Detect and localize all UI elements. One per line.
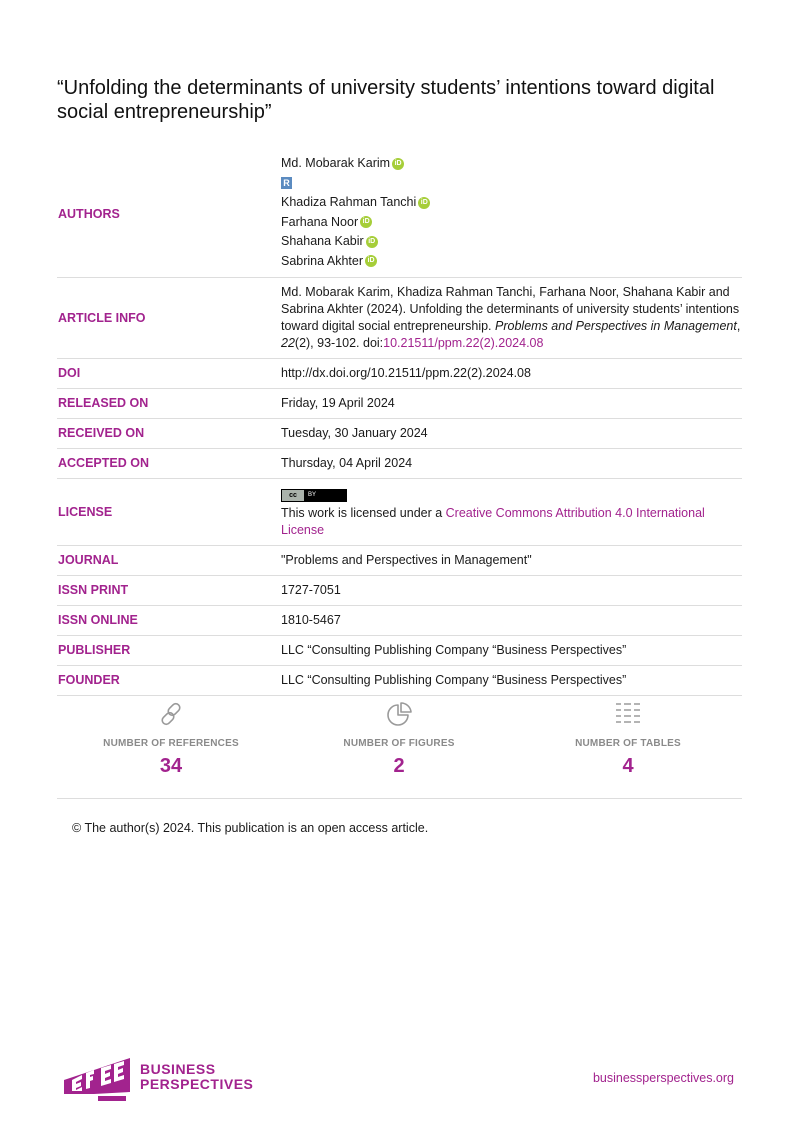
stat-figures xyxy=(285,698,513,778)
authors-label: AUTHORS xyxy=(57,152,281,278)
authors-row xyxy=(57,152,742,278)
cc-badge-right: BY xyxy=(304,490,346,501)
stat-tables xyxy=(514,698,742,778)
publisher-value: LLC “Consulting Publishing Company “Business Perspectives” xyxy=(281,636,742,666)
author-item xyxy=(281,193,742,213)
author-name[interactable]: Shahana Kabir xyxy=(281,234,364,249)
figures-label: NUMBER OF FIGURES xyxy=(343,738,455,749)
founder-row xyxy=(57,666,742,696)
author-name[interactable]: Sabrina Akhter xyxy=(281,253,363,268)
article-title: “Unfolding the determinants of university students’ intentions toward digital social entrepreneurship” xyxy=(57,77,715,123)
journal-label: JOURNAL xyxy=(57,546,281,576)
author-item xyxy=(281,213,742,233)
article-info-row xyxy=(57,278,742,359)
citation-journal: Problems and Perspectives in Management xyxy=(495,319,737,333)
citation-doi-link[interactable]: 10.21511/ppm.22(2).2024.08 xyxy=(383,336,544,350)
citation-text: Md. Mobarak Karim, Khadiza Rahman Tanchi, Farhana Noor, Shahana Kabir and Sabrina Akhter (2024). Unfolding the determinants of university students’ intentions toward digital social entrepreneurship. xyxy=(281,285,740,333)
license-value xyxy=(281,479,742,546)
link-icon xyxy=(157,700,185,728)
author-item xyxy=(281,252,742,272)
figures-count: 2 xyxy=(393,755,405,777)
issn-print-row xyxy=(57,576,742,606)
logo-line-2: PERSPECTIVES xyxy=(140,1076,254,1092)
issn-online-label: ISSN ONLINE xyxy=(57,606,281,636)
issn-print-label: ISSN PRINT xyxy=(57,576,281,606)
author-name[interactable]: Farhana Noor xyxy=(281,214,359,229)
journal-value: "Problems and Perspectives in Management" xyxy=(281,546,742,576)
cc-by-badge[interactable] xyxy=(281,489,347,502)
issn-print-value: 1727-7051 xyxy=(281,576,742,606)
tables-count: 4 xyxy=(622,755,634,777)
received-value: Tuesday, 30 January 2024 xyxy=(281,419,742,449)
citation-volume: 22 xyxy=(281,336,295,350)
orcid-icon[interactable]: iD xyxy=(418,197,430,209)
license-text: This work is licensed under a xyxy=(281,506,446,520)
stat-references xyxy=(57,698,285,778)
orcid-icon[interactable]: iD xyxy=(365,255,377,267)
issn-online-value: 1810-5467 xyxy=(281,606,742,636)
founder-value: LLC “Consulting Publishing Company “Business Perspectives” xyxy=(281,666,742,696)
publisher-label: PUBLISHER xyxy=(57,636,281,666)
references-label: NUMBER OF REFERENCES xyxy=(103,738,239,749)
authors-list xyxy=(281,152,742,278)
accepted-row xyxy=(57,449,742,479)
released-row xyxy=(57,389,742,419)
publication-stats xyxy=(57,698,742,799)
researcherid-icon[interactable]: R xyxy=(281,177,292,189)
accepted-label: ACCEPTED ON xyxy=(57,449,281,479)
orcid-icon[interactable]: iD xyxy=(392,158,404,170)
logo-wordmark xyxy=(140,1062,253,1092)
doi-label: DOI xyxy=(57,359,281,389)
license-row xyxy=(57,479,742,546)
founder-label: FOUNDER xyxy=(57,666,281,696)
article-info-label: ARTICLE INFO xyxy=(57,278,281,359)
doi-row xyxy=(57,359,742,389)
article-info-citation: Md. Mobarak Karim, Khadiza Rahman Tanchi, Farhana Noor, Shahana Kabir and Sabrina Akhter (2024). Unfolding the determinants of university students’ intentions toward digital social entrepreneurship. Problems and Perspectives in Management, 22(2), 93-102. doi:10.21511/ppm.22(2).2024.08 xyxy=(281,278,742,359)
logo-line-1: BUSINESS xyxy=(140,1061,216,1077)
author-item xyxy=(281,232,742,252)
orcid-icon[interactable]: iD xyxy=(366,236,378,248)
author-name[interactable]: Md. Mobarak Karim xyxy=(281,156,391,171)
website-link[interactable]: businessperspectives.org xyxy=(592,1071,734,1085)
article-metadata-table xyxy=(57,152,742,696)
cc-badge-left: cc xyxy=(282,490,304,501)
author-name[interactable]: Khadiza Rahman Tanchi xyxy=(281,195,417,210)
released-label: RELEASED ON xyxy=(57,389,281,419)
citation-issue-pages: (2), 93-102. doi: xyxy=(294,336,384,350)
received-label: RECEIVED ON xyxy=(57,419,281,449)
pie-chart-icon xyxy=(385,700,413,728)
orcid-icon[interactable]: iD xyxy=(360,216,372,228)
copyright-notice: © The author(s) 2024. This publication is an open access article. xyxy=(72,821,429,835)
license-link[interactable]: Creative Commons Attribution 4.0 International License xyxy=(281,506,705,537)
license-text-block xyxy=(281,505,742,539)
journal-row xyxy=(57,546,742,576)
table-grid-icon xyxy=(614,700,642,728)
references-count: 34 xyxy=(159,755,183,777)
issn-online-row xyxy=(57,606,742,636)
received-row xyxy=(57,419,742,449)
license-label: LICENSE xyxy=(57,479,281,546)
accepted-value: Thursday, 04 April 2024 xyxy=(281,449,742,479)
released-value: Friday, 19 April 2024 xyxy=(281,389,742,419)
tables-label: NUMBER OF TABLES xyxy=(575,738,681,749)
author-researcherid xyxy=(281,174,742,194)
doi-value[interactable]: http://dx.doi.org/10.21511/ppm.22(2).2024.08 xyxy=(281,359,742,389)
publisher-row xyxy=(57,636,742,666)
author-item xyxy=(281,154,742,174)
